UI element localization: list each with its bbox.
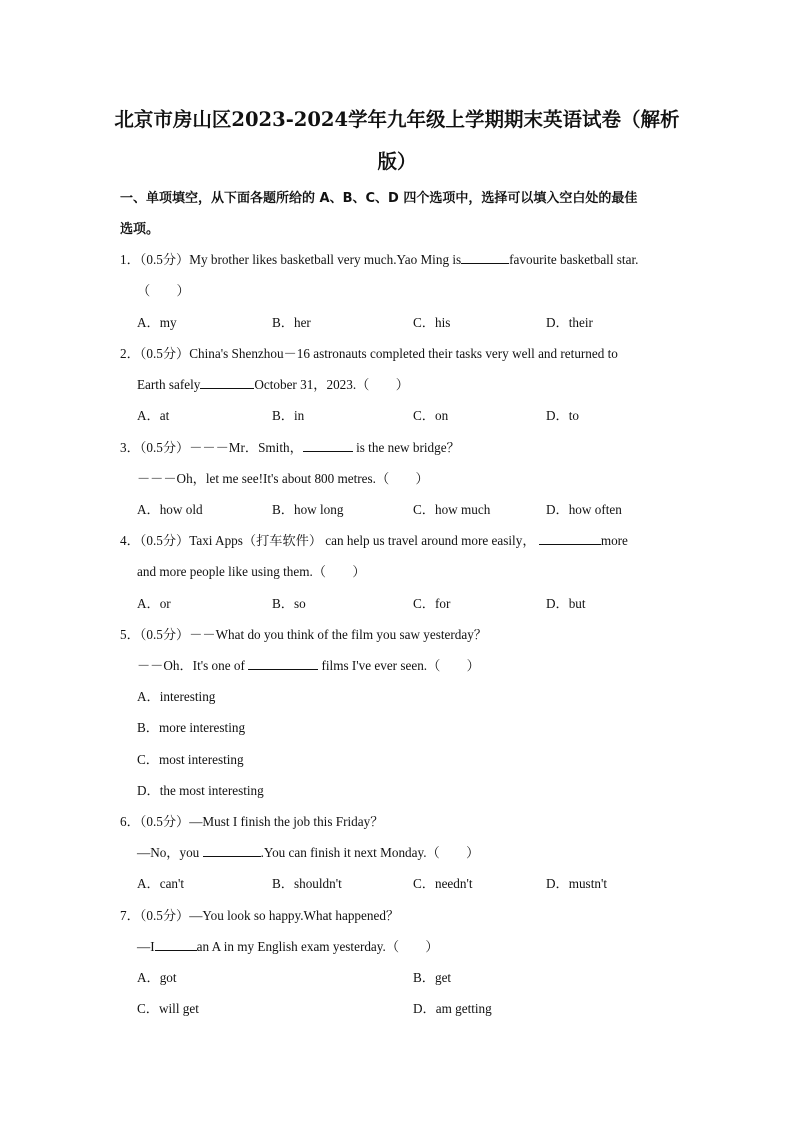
- question-5-text-c: films I've ever seen.（ ）: [321, 658, 480, 673]
- question-6-text-c: .You can finish it next Monday.（ ）: [260, 845, 480, 860]
- question-3-option-c[interactable]: C．how much: [413, 502, 491, 517]
- question-4-option-d[interactable]: D．but: [546, 596, 586, 611]
- question-7-option-b[interactable]: B．get: [413, 970, 452, 985]
- question-3-text-a: 3．（0.5分）－－－Mr．Smith，: [120, 440, 303, 455]
- question-6-blank[interactable]: [203, 844, 261, 857]
- question-5-option-d[interactable]: D．the most interesting: [137, 783, 264, 798]
- question-3-option-b[interactable]: B．how long: [272, 502, 344, 517]
- question-5-text-a: 5．（0.5分）－－What do you think of the film you saw yesterday？: [120, 627, 487, 642]
- question-5-text-b: －－Oh．It's one of: [137, 658, 245, 673]
- question-5-option-a[interactable]: A．interesting: [137, 689, 216, 704]
- question-1-option-d[interactable]: D．their: [546, 315, 593, 330]
- question-2-stem-line2: [137, 374, 409, 393]
- question-4-stem: [120, 530, 628, 549]
- section-instruction-line2: 选项。: [120, 222, 160, 237]
- question-4-blank[interactable]: [539, 532, 601, 545]
- question-6-option-b[interactable]: B．shouldn't: [272, 876, 342, 891]
- question-6-text-b: —No，you: [137, 845, 200, 860]
- question-6-option-a[interactable]: A．can't: [137, 876, 185, 891]
- question-3-text-b: is the new bridge？: [356, 440, 460, 455]
- question-4-text-a: 4．（0.5分）Taxi Apps（打车软件） can help us travel around more easily，: [120, 533, 536, 548]
- question-1-stem: [120, 249, 676, 268]
- question-1-option-b[interactable]: B．her: [272, 315, 311, 330]
- question-7-blank[interactable]: [155, 938, 197, 951]
- question-4-text-b: more: [600, 533, 628, 548]
- question-5-stem-line2: [137, 655, 480, 674]
- question-7-option-a[interactable]: A．got: [137, 970, 177, 985]
- question-3-option-a[interactable]: A．how old: [137, 502, 203, 517]
- question-1-blank[interactable]: [461, 251, 509, 264]
- question-1-paren: （ ）: [137, 283, 190, 298]
- question-3-stem: [120, 437, 460, 456]
- question-4-option-c[interactable]: C．for: [413, 596, 451, 611]
- question-2-option-c[interactable]: C．on: [413, 408, 449, 423]
- page-title-line2: 版）: [377, 150, 417, 173]
- question-2-option-a[interactable]: A．at: [137, 408, 170, 423]
- question-5-option-b[interactable]: B．more interesting: [137, 720, 246, 735]
- question-3-response: －－－Oh，let me see!It's about 800 metres.（ ）: [137, 471, 429, 486]
- question-7-text-a: 7．（0.5分）—You look so happy.What happened？: [120, 908, 400, 923]
- page-title-line1: 北京市房山区2023-2024学年九年级上学期期末英语试卷（解析: [114, 108, 680, 131]
- section-instruction-line1: 一、单项填空，从下面各题所给的 A、B、C、D 四个选项中，选择可以填入空白处的最佳: [120, 191, 638, 206]
- question-2-text-b: Earth safely: [137, 377, 201, 392]
- question-7-stem-line2: [137, 936, 439, 955]
- question-6-option-c[interactable]: C．needn't: [413, 876, 473, 891]
- question-4-option-b[interactable]: B．so: [272, 596, 306, 611]
- question-2-blank[interactable]: [200, 376, 254, 389]
- question-2-text-a: 2．（0.5分）China's Shenzhou－16 astronauts completed their tasks very well and returned to: [120, 346, 618, 361]
- question-1-option-c[interactable]: C．his: [413, 315, 451, 330]
- question-2-option-d[interactable]: D．to: [546, 408, 579, 423]
- question-5-option-c[interactable]: C．most interesting: [137, 752, 244, 767]
- question-6-stem-line2: [137, 842, 479, 861]
- question-4-option-a[interactable]: A．or: [137, 596, 171, 611]
- question-6-text-a: 6．（0.5分）—Must I finish the job this Friday？: [120, 814, 384, 829]
- question-4-stem-line2: and more people like using them.（ ）: [137, 564, 366, 579]
- question-5-blank[interactable]: [248, 657, 318, 670]
- question-7-option-d[interactable]: D．am getting: [413, 1001, 492, 1016]
- question-7-text-b: —I: [137, 939, 155, 954]
- question-2-text-c: October 31，2023.（ ）: [254, 377, 409, 392]
- question-6-option-d[interactable]: D．mustn't: [546, 876, 607, 891]
- question-1-text-b: favourite basketball star.: [509, 252, 639, 267]
- question-3-option-d[interactable]: D．how often: [546, 502, 622, 517]
- question-1-option-a[interactable]: A．my: [137, 315, 177, 330]
- question-2-option-b[interactable]: B．in: [272, 408, 305, 423]
- question-1-text-a: 1．（0.5分）My brother likes basketball very much.Yao Ming is: [120, 252, 462, 267]
- question-3-blank[interactable]: [303, 439, 353, 452]
- question-7-option-c[interactable]: C．will get: [137, 1001, 199, 1016]
- question-7-text-c: an A in my English exam yesterday.（ ）: [196, 939, 439, 954]
